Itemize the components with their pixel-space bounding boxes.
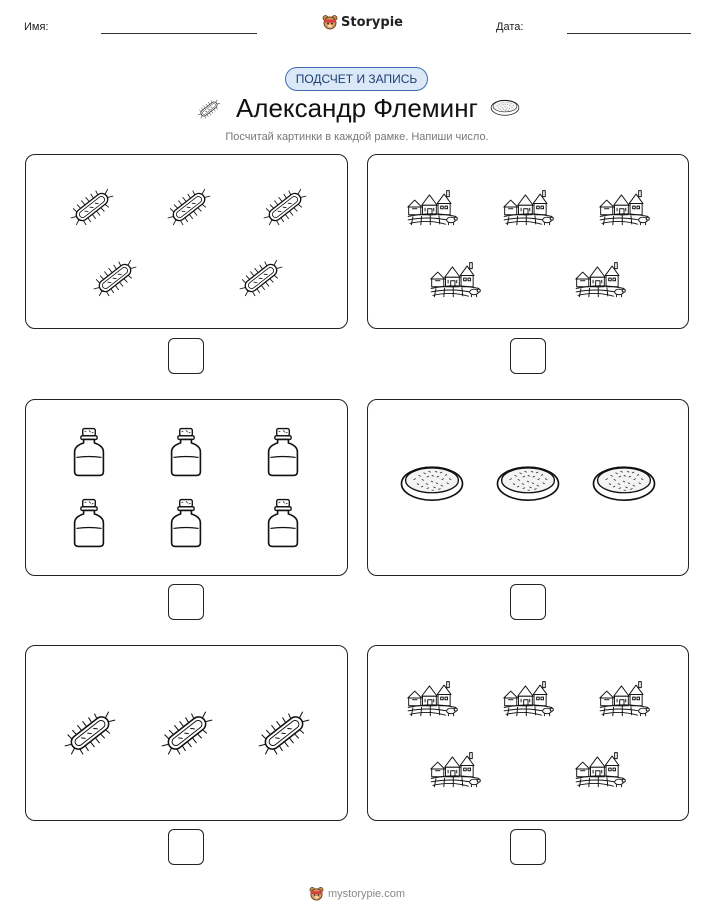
answer-box-3[interactable] xyxy=(168,584,204,620)
bacteria-icon xyxy=(234,251,288,305)
count-panel-5 xyxy=(25,645,348,821)
farm-icon xyxy=(502,679,554,717)
count-panel-6 xyxy=(367,645,689,821)
bacteria-icon xyxy=(155,701,219,765)
bear-face-icon xyxy=(322,14,338,30)
answer-box-1[interactable] xyxy=(168,338,204,374)
bear-face-icon xyxy=(309,886,324,901)
answer-box-6[interactable] xyxy=(510,829,546,865)
count-panel-1 xyxy=(25,154,348,329)
farm-icon xyxy=(429,260,481,298)
petri-dish-icon xyxy=(399,460,465,504)
footer xyxy=(0,886,714,901)
farm-icon xyxy=(429,750,481,788)
bottle-icon xyxy=(265,426,301,478)
brand-logo xyxy=(322,14,403,30)
bacteria-icon xyxy=(162,180,216,234)
bottle-icon xyxy=(71,497,107,549)
answer-box-5[interactable] xyxy=(168,829,204,865)
answer-box-2[interactable] xyxy=(510,338,546,374)
farm-icon xyxy=(574,260,626,298)
instruction-text: Посчитай картинки в каждой рамке. Напиши число. xyxy=(225,131,489,143)
bacteria-icon xyxy=(58,701,122,765)
activity-badge: ПОДСЧЕТ И ЗАПИСЬ xyxy=(285,67,428,91)
farm-icon xyxy=(574,750,626,788)
bottle-icon xyxy=(265,497,301,549)
bacteria-icon xyxy=(258,180,312,234)
date-line[interactable] xyxy=(567,33,691,34)
name-label: Имя: xyxy=(24,21,49,33)
name-line[interactable] xyxy=(101,33,257,34)
farm-icon xyxy=(598,679,650,717)
petri-dish-icon xyxy=(495,460,561,504)
farm-icon xyxy=(502,188,554,226)
count-panel-3 xyxy=(25,399,348,576)
bacteria-icon xyxy=(88,251,142,305)
petri-dish-icon xyxy=(591,460,657,504)
brand-name: Storypie xyxy=(341,14,403,30)
bottle-icon xyxy=(168,497,204,549)
count-panel-2 xyxy=(367,154,689,329)
farm-icon xyxy=(406,679,458,717)
date-label: Дата: xyxy=(496,21,524,33)
bacteria-icon xyxy=(252,701,316,765)
bottle-icon xyxy=(71,426,107,478)
count-panel-4 xyxy=(367,399,689,576)
petri-dish-icon xyxy=(490,94,520,120)
bacteria-icon xyxy=(65,180,119,234)
bottle-icon xyxy=(168,426,204,478)
answer-box-4[interactable] xyxy=(510,584,546,620)
footer-website[interactable]: mystorypie.com xyxy=(327,887,406,900)
farm-icon xyxy=(598,188,650,226)
farm-icon xyxy=(406,188,458,226)
page-title: Александр Флеминг xyxy=(235,93,479,123)
